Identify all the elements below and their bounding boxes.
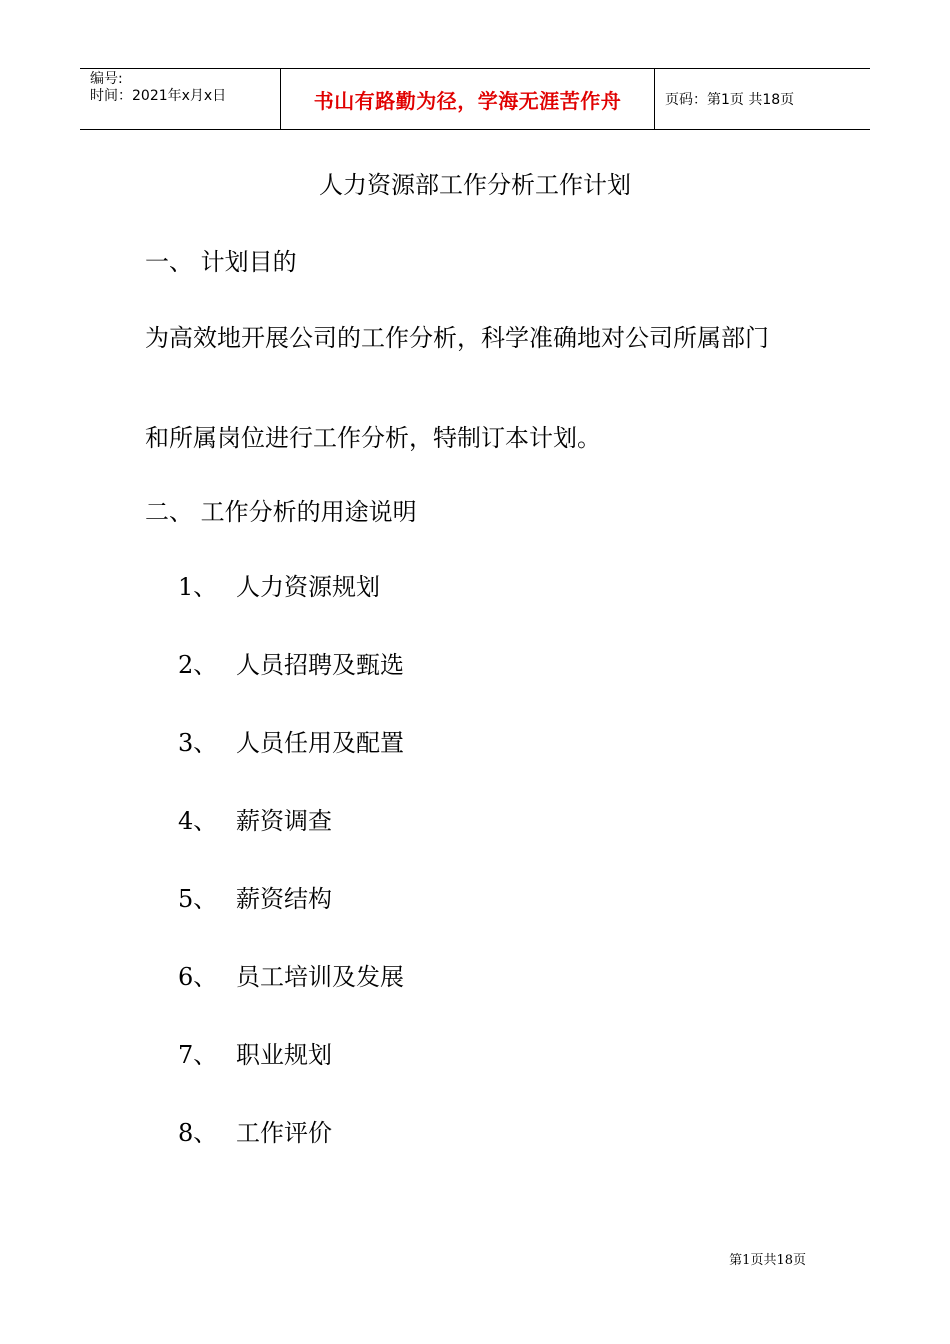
list-item-number: 3、 [178,729,218,757]
list-item-number: 8、 [178,1119,218,1147]
list-item-number: 5、 [178,885,218,913]
page-header [80,68,870,130]
header-motto-cell [281,69,655,129]
list-item-text: 薪资结构 [236,885,332,913]
header-page-cell [655,69,870,129]
time-label: 时间：2021年x月x日 [90,88,227,104]
section1-paragraph-line2: 和所属岗位进行工作分析，特制订本计划。 [145,424,601,452]
list-item-text: 员工培训及发展 [236,963,404,991]
list-item [178,879,332,914]
list-item-text: 职业规划 [236,1041,332,1069]
list-item [178,801,332,836]
list-item-text: 工作评价 [236,1119,332,1147]
header-meta-cell [80,69,281,129]
list-item-number: 4、 [178,807,218,835]
list-item-text: 人员招聘及甄选 [236,651,404,679]
list-item-number: 7、 [178,1041,218,1069]
header-page-info: 页码：第1页 共18页 [665,92,795,108]
list-item [178,645,404,680]
list-item [178,957,404,992]
list-item-text: 薪资调查 [236,807,332,835]
list-item-number: 1、 [178,573,218,601]
list-item-text: 人员任用及配置 [236,729,404,757]
list-item [178,1113,332,1148]
document-title: 人力资源部工作分析工作计划 [319,171,631,199]
section1-paragraph-line1: 为高效地开展公司的工作分析，科学准确地对公司所属部门 [145,324,769,352]
list-item-text: 人力资源规划 [236,573,380,601]
list-item [178,567,380,602]
number-label: 编号: [90,71,123,87]
motto-text: 书山有路勤为径，学海无涯苦作舟 [313,88,622,113]
section2-heading: 二、 工作分析的用途说明 [145,498,417,526]
page-footer: 第1页共18页 [729,1253,806,1268]
section1-heading: 一、 计划目的 [145,248,297,276]
list-item-number: 2、 [178,651,218,679]
list-item [178,1035,332,1070]
list-item-number: 6、 [178,963,218,991]
list-item [178,723,404,758]
